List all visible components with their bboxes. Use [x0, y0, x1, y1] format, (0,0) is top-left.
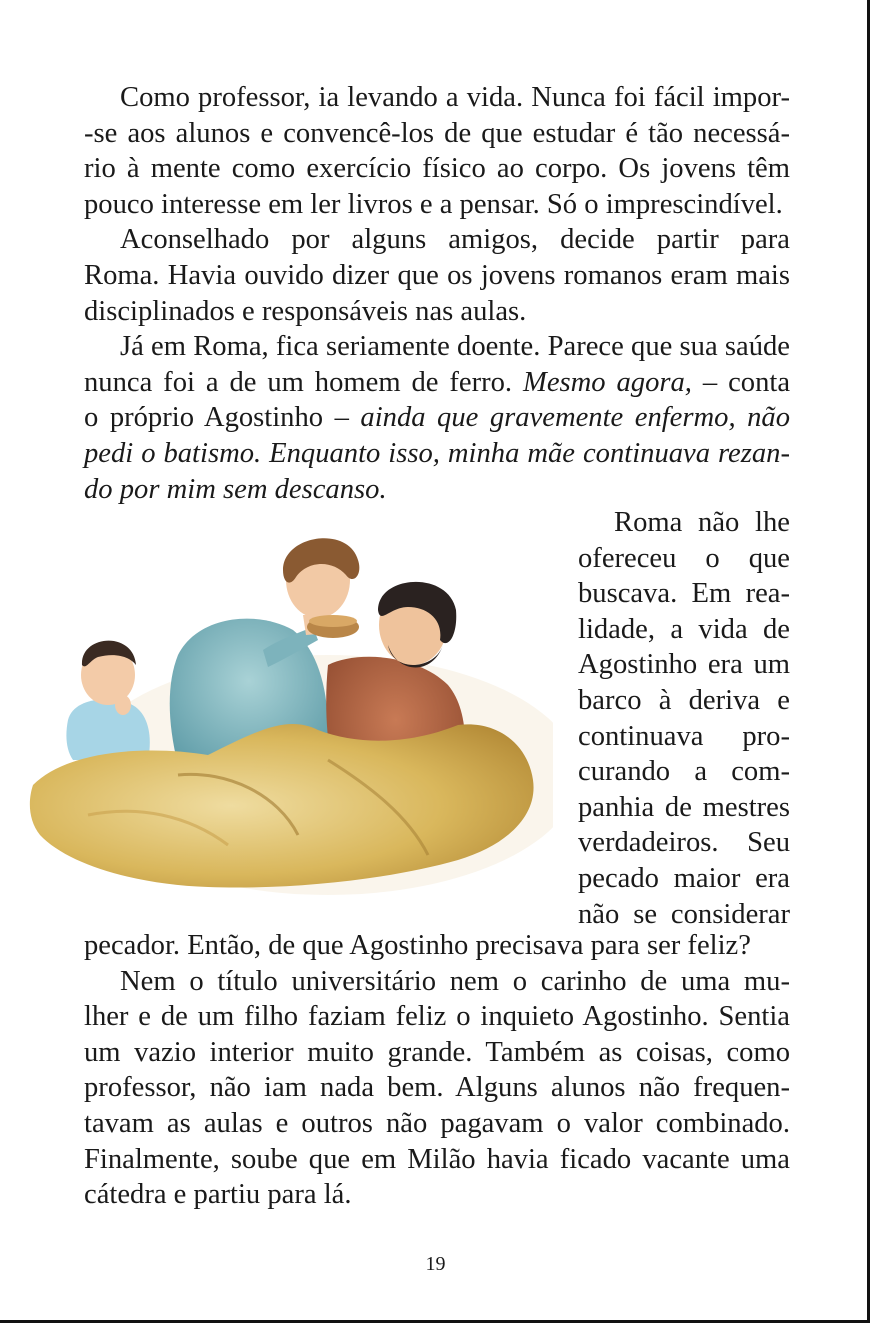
text-line [84, 400, 790, 436]
text-block-bottom [84, 928, 790, 1213]
text-line: verdadeiros. Seu [578, 827, 790, 859]
page-number: 19 [425, 1253, 446, 1275]
text-line [84, 436, 790, 472]
text-line: lidade, a vida de [578, 613, 790, 645]
text-line: pecado maior era [578, 862, 790, 894]
italic-quote: pedi o batismo. Enquanto isso, minha mãe continuava rezan- [84, 437, 790, 469]
text-line: barco à deriva e [578, 684, 790, 716]
text-line: rio à mente como exercício físico ao corpo. Os jovens têm [84, 153, 790, 185]
text-line: não se considerar [578, 898, 790, 930]
text-line: continuava pro- [578, 720, 790, 752]
text-line: Como professor, ia levando a vida. Nunca foi fácil impor- [120, 82, 790, 113]
text-line: cátedra e partiu para lá. [84, 1179, 352, 1211]
text-line: disciplinados e responsáveis nas aulas. [84, 295, 527, 327]
paragraph-2 [84, 222, 790, 258]
text-block-top [84, 80, 790, 507]
sick-man-caretaker-illustration [28, 515, 553, 900]
text-line: professor, não iam nada bem. Alguns alunos não frequen- [84, 1072, 790, 1104]
text-line: ofereceu o que [578, 542, 790, 574]
text-line: pouco interesse em ler livros e a pensar. Só o imprescindível. [84, 188, 783, 220]
text-line: curando a com- [578, 756, 790, 788]
paragraph-5 [84, 964, 790, 1000]
text-column-beside-illustration [578, 505, 790, 932]
italic-quote: do por mim sem descanso. [84, 473, 387, 505]
text-line: panhia de mestres [578, 791, 790, 823]
text-line: Agostinho era um [578, 649, 790, 681]
text-line: Roma. Havia ouvido dizer que os jovens romanos eram mais [84, 259, 790, 291]
text-span: – conta [691, 366, 791, 398]
text-line: lher e de um filho faziam feliz o inquieto Agostinho. Sentia [84, 1001, 790, 1033]
text-line: tavam as aulas e outros não pagavam o valor combinado. [84, 1107, 790, 1139]
text-line [84, 472, 790, 508]
text-line: buscava. Em rea- [578, 578, 790, 610]
text-line: pecador. Então, de que Agostinho precisava para ser feliz? [84, 930, 751, 961]
text-span: o próprio Agostinho – [84, 402, 361, 434]
text-line: Nem o título universitário nem o carinho de uma mu- [120, 965, 790, 997]
paragraph-1 [84, 80, 790, 116]
text-span: nunca foi a de um homem de ferro. [84, 366, 523, 398]
text-line: -se aos alunos e convencê-los de que estudar é tão necessá- [84, 117, 790, 149]
italic-quote: Mesmo agora, [523, 366, 692, 398]
paragraph-3 [84, 329, 790, 365]
text-line [84, 365, 790, 401]
italic-quote: ainda que gravemente enfermo, não [360, 402, 790, 434]
text-line: Finalmente, soube que em Milão havia ficado vacante uma [84, 1143, 790, 1175]
text-line: Roma não lhe [614, 507, 790, 538]
text-line: um vazio interior muito grande. Também as coisas, como [84, 1036, 790, 1068]
text-line: Aconselhado por alguns amigos, decide partir para [120, 224, 790, 256]
text-line: Já em Roma, fica seriamente doente. Parece que sua saúde [120, 331, 790, 363]
